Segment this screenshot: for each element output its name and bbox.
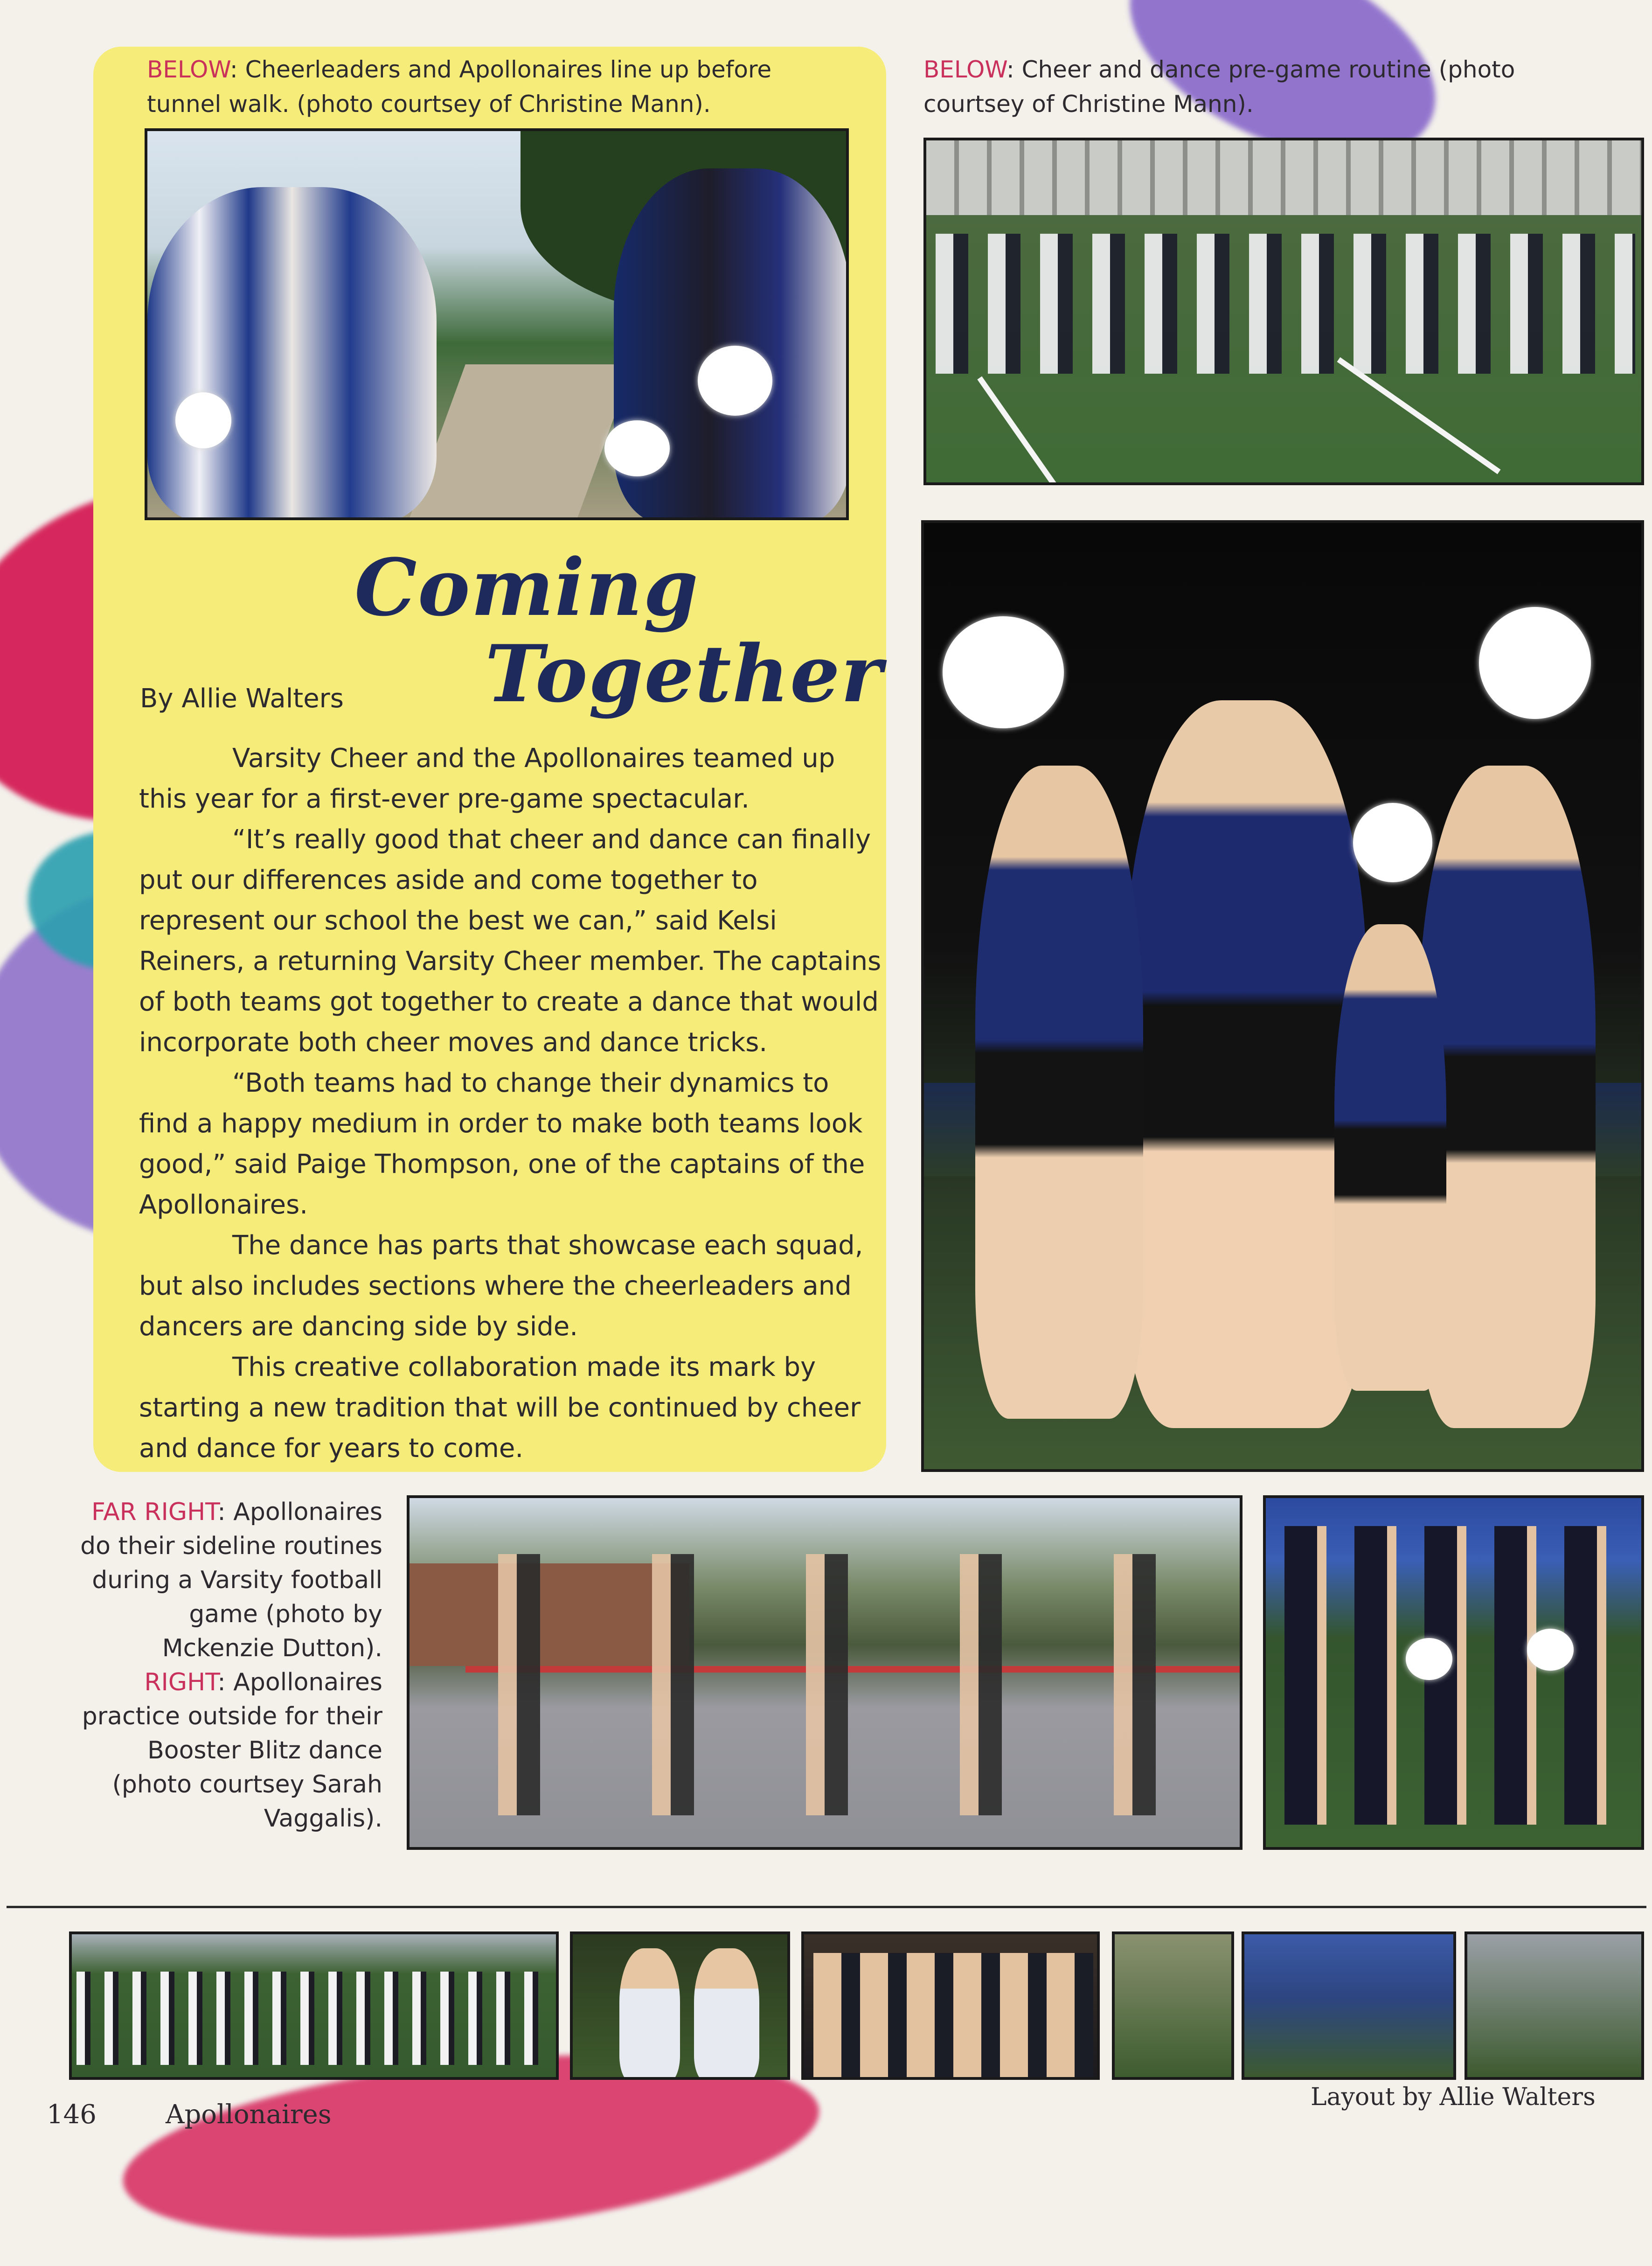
filmstrip-photo-field-formation [69,1931,559,2080]
pom-pom [1406,1638,1452,1680]
photo-tunnel-walk-lineup [145,128,849,520]
page-number: 146 [47,2099,97,2130]
sidewalk [408,364,633,520]
filmstrip-photo-stands-routine [1242,1931,1456,2080]
layout-credit: Layout by Allie Walters [1311,2083,1596,2111]
filmstrip-photo-two-dancers [570,1931,790,2080]
pom-pom [943,616,1064,728]
pom-pom [175,392,231,448]
filmstrip-photo-kick [1112,1931,1234,2080]
caption-text: : Cheerleaders and Apollonaires line up before tunnel walk. (photo courtsey of Christine Mann). [147,56,772,118]
photo-sideline-uniforms [1263,1495,1644,1850]
caption-bottom-left [75,1495,382,1836]
filmstrip-photo-sideline-dance [1465,1931,1644,2080]
caption-top-right [923,52,1576,121]
bleachers [926,140,1644,215]
divider-line [7,1906,1646,1908]
article-title-line1: Coming [354,541,699,634]
pom-pom [1353,803,1432,882]
field-line [1337,357,1501,474]
caption-text: : Cheer and dance pre-game routine (photo courtsey of Christine Mann). [923,56,1515,118]
caption-label: BELOW [923,56,1006,83]
article-paragraph: “It’s really good that cheer and dance can finally put our differences aside and come together to represent our school the best we can,” said Kelsi Reiners, a returning Varsity Cheer member. The captains of both teams got together to create a dance that would incorporate both cheer moves and dance tricks. [139,824,882,1058]
article-title-line2: Together [485,628,883,720]
article-paragraph: “Both teams had to change their dynamics to find a happy medium in order to make both teams look good,” said Paige Thompson, one of the captains of the Apollonaires. [139,1068,865,1220]
photo-sideline-routine [921,520,1644,1472]
photo-booster-blitz-practice [407,1495,1242,1850]
photo-pregame-routine [923,138,1644,485]
pom-pom [1479,607,1591,719]
article-paragraph: Varsity Cheer and the Apollonaires teamed up this year for a first-ever pre-game spectacular. [139,743,835,814]
dancer-group [1284,1526,1630,1825]
article-paragraph: This creative collaboration made its mark by starting a new tradition that will be continued by cheer and dance for years to come. [139,1352,861,1464]
pom-pom [604,420,670,476]
caption-label: RIGHT [144,1668,218,1696]
article-paragraph: The dance has parts that showcase each squad, but also includes sections where the cheerleaders and dancers are dancing side by side. [139,1230,863,1342]
formation [76,1972,552,2065]
cheerleader-back [1334,924,1446,1391]
dancer [694,1948,759,2080]
caption-text: : Apollonaires practice outside for their Booster Blitz dance (photo courtsey Sarah Vaggalis). [82,1668,382,1833]
pom-pom [1527,1629,1574,1671]
cheerleader-row-left [147,187,437,520]
cheerleader-center [1124,700,1367,1428]
group [813,1953,1093,2079]
caption-right [75,1666,382,1836]
caption-far-right [75,1495,382,1666]
caption-text: : Apollonaires do their sideline routines during a Varsity football game (photo by Mckenzie Dutton). [80,1498,382,1662]
byline: By Allie Walters [140,683,344,714]
caption-label: BELOW [147,56,230,83]
article-body [139,738,885,1469]
dancer [619,1948,680,2080]
cheerleader-left [975,766,1143,1419]
caption-label: FAR RIGHT [91,1498,218,1526]
field-line [977,376,1067,485]
dancer-formation [936,234,1635,374]
caption-top-left [147,52,847,121]
dancer-line [447,1554,1212,1815]
section-name: Apollonaires [166,2099,332,2130]
pom-pom [698,346,772,416]
filmstrip-photo-group-pose [801,1931,1100,2080]
